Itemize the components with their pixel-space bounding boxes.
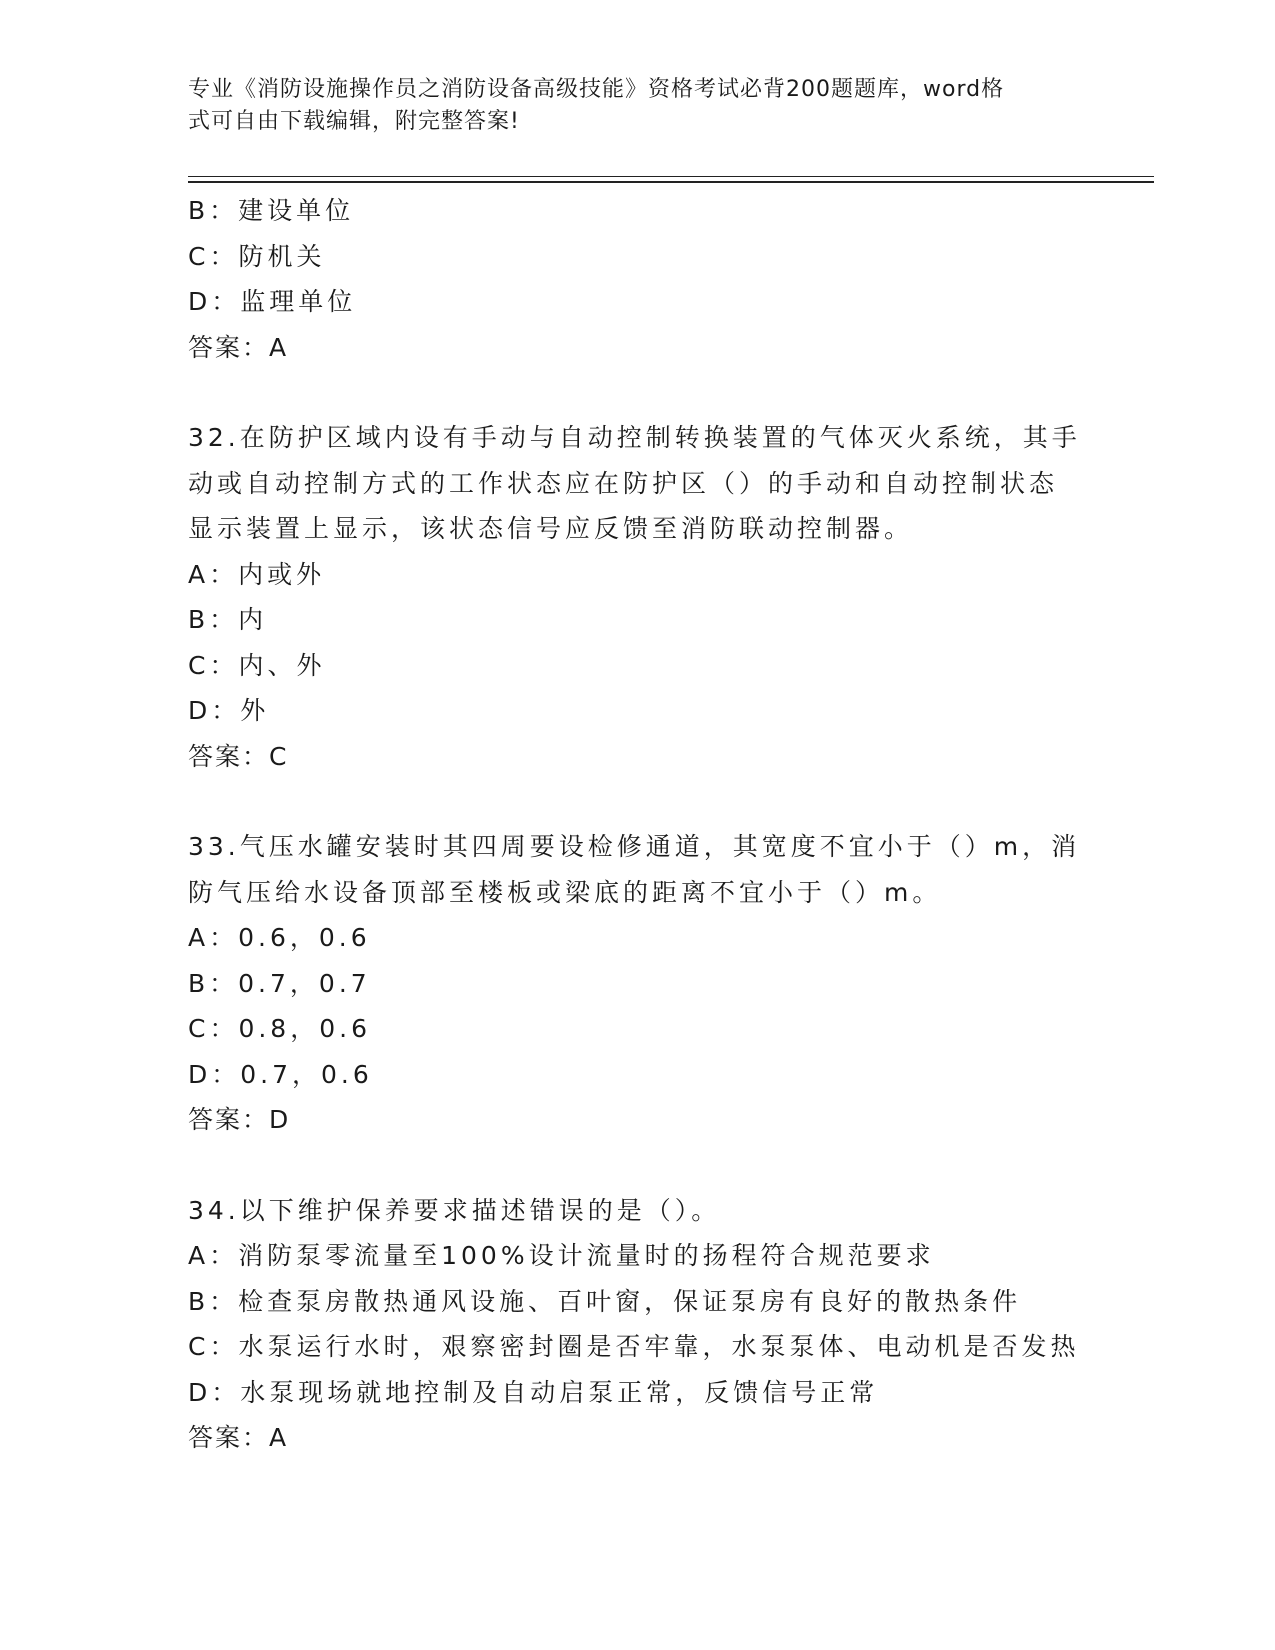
answer-line: 答案：A xyxy=(188,332,289,362)
answer-line: 答案：D xyxy=(188,1105,291,1134)
question-32 xyxy=(188,415,1088,779)
stem-line: 33.气压水罐安装时其四周要设检修通道，其宽度不宜小于（）m，消 xyxy=(188,832,1081,861)
stem-line: 动或自动控制方式的工作状态应在防护区（）的手动和自动控制状态 xyxy=(188,468,1059,498)
stem-line: 32.在防护区域内设有手动与自动控制转换装置的气体灭火系统，其手 xyxy=(188,423,1081,452)
option-d: D：监理单位 xyxy=(188,287,357,316)
header-divider-thick xyxy=(188,181,1154,183)
option-d: D：0.7，0.6 xyxy=(188,1059,373,1089)
option-c: C：内、外 xyxy=(188,650,326,680)
option-b: B：检查泵房散热通风设施、百叶窗，保证泵房有良好的散热条件 xyxy=(188,1286,1022,1316)
question-stem xyxy=(188,1188,1088,1234)
option-a: A：内或外 xyxy=(188,559,326,589)
stem-line: 显示装置上显示，该状态信号应反馈至消防联动控制器。 xyxy=(188,514,914,543)
option-a: A：0.6，0.6 xyxy=(188,923,371,952)
option-c: C：0.8，0.6 xyxy=(188,1014,371,1043)
stem-line: 防气压给水设备顶部至楼板或梁底的距离不宜小于（）m。 xyxy=(188,877,942,907)
question-31-continuation xyxy=(188,188,1088,370)
page-header xyxy=(188,74,1068,138)
option-d: D：外 xyxy=(188,696,270,725)
header-line-1: 专业《消防设施操作员之消防设备高级技能》资格考试必背200题题库，word格 xyxy=(188,77,1005,102)
question-34 xyxy=(188,1188,1088,1461)
option-c: C：防机关 xyxy=(188,241,326,271)
option-b: B：建设单位 xyxy=(188,196,355,225)
header-line-2: 式可自由下载编辑，附完整答案! xyxy=(188,109,520,134)
option-a: A：消防泵零流量至100%设计流量时的扬程符合规范要求 xyxy=(188,1241,935,1270)
option-b: B：0.7，0.7 xyxy=(188,968,371,998)
answer-line: 答案：A xyxy=(188,1423,289,1452)
option-b: B：内 xyxy=(188,605,268,634)
answer-line: 答案：C xyxy=(188,741,289,771)
question-list xyxy=(188,188,1088,1461)
stem-line: 34.以下维护保养要求描述错误的是（）。 xyxy=(188,1195,721,1225)
question-stem xyxy=(188,824,1088,915)
question-33 xyxy=(188,824,1088,1143)
option-d: D：水泵现场就地控制及自动启泵正常，反馈信号正常 xyxy=(188,1377,879,1407)
header-divider-thin xyxy=(188,176,1154,177)
question-stem xyxy=(188,415,1088,552)
option-c: C：水泵运行水时，艰察密封圈是否牢靠，水泵泵体、电动机是否发热 xyxy=(188,1332,1080,1361)
